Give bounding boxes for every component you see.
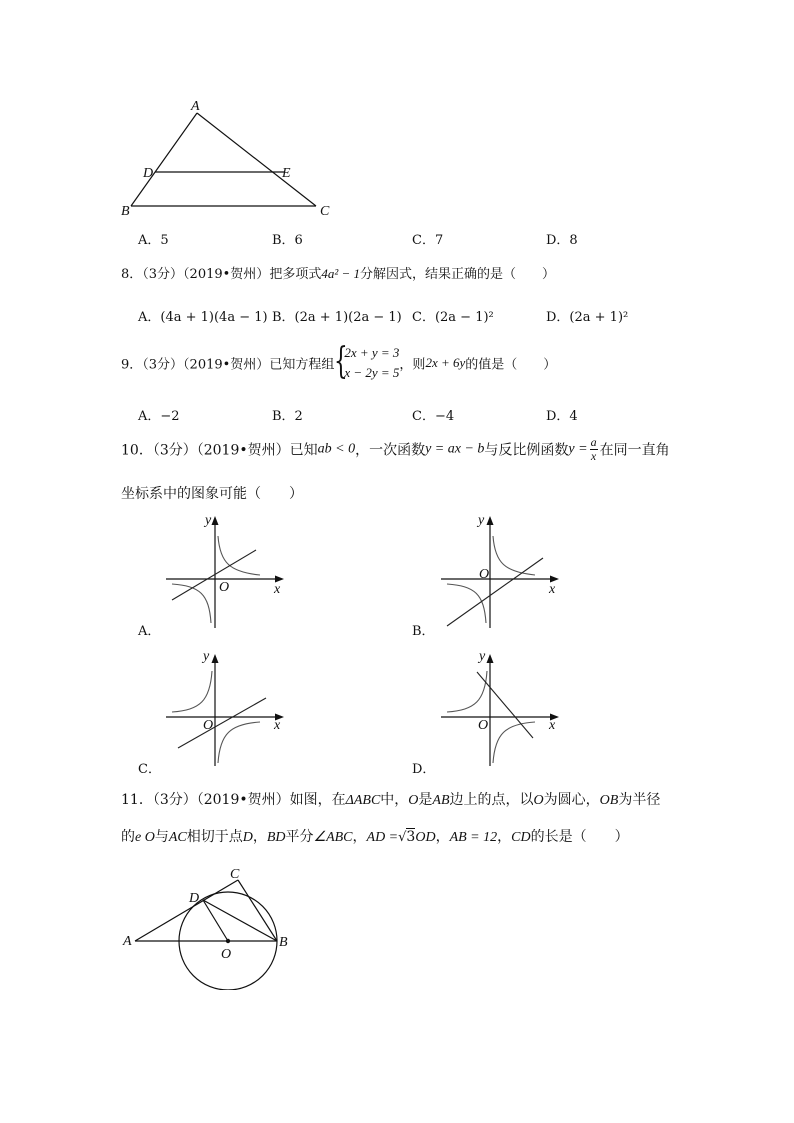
q10-graph-d	[435, 646, 565, 771]
q10-graph-b	[435, 508, 565, 633]
q11-label-a: A	[123, 934, 132, 949]
q9-source: （3分）（2019•贺州）	[142, 357, 270, 373]
q11-point-o-2: O	[533, 793, 544, 808]
q10-text-2: ，一次函数	[355, 442, 426, 459]
q7-label-e: E	[282, 166, 291, 181]
q10-d-x-label: x	[549, 718, 556, 733]
q11-stem	[121, 789, 660, 809]
q7-label-b: B	[121, 204, 130, 219]
q11-l2-text-4: ，	[252, 829, 267, 845]
q11-l2-text-8: ，	[497, 829, 512, 845]
q10-text-1: 已知	[289, 442, 318, 459]
q11-segment-ab: AB	[432, 793, 450, 808]
q9-text-after: 的值是（ ）	[465, 357, 557, 373]
q8-option-c[interactable]: C．(2a − 1)²	[412, 310, 494, 325]
q9-text-middle: ，则	[399, 357, 426, 373]
q11-l2-text-6: ，	[352, 829, 367, 845]
q8-option-d[interactable]: D．(2a + 1)²	[546, 310, 629, 325]
q10-text-4: 在同一直角	[599, 442, 670, 459]
q11-text-6: 为半径	[618, 792, 661, 808]
q10-c-origin-label: O	[203, 718, 214, 733]
q11-l2-text-7: ，	[435, 829, 450, 845]
q9-eq2: x − 2y = 5	[344, 365, 400, 380]
q11-segment-ac: AC	[168, 830, 187, 845]
q10-stem-line2: 坐标系中的图象可能（ ）	[121, 486, 303, 502]
q10-linear-function: y = ax − b	[425, 441, 485, 457]
q8-text-after: 分解因式，结果正确的是（ ）	[360, 267, 556, 282]
q10-option-b[interactable]: B．	[412, 624, 435, 639]
q11-sqrt-arg: 3	[406, 829, 416, 845]
q11-circle-figure	[115, 860, 315, 990]
q10-condition: ab < 0	[317, 441, 356, 457]
q10-option-c[interactable]: C．	[138, 762, 161, 777]
q8-stem	[121, 263, 555, 282]
q11-triangle: ΔABC	[345, 793, 381, 808]
q10-graph-a	[160, 508, 290, 633]
q8-number: 8．	[121, 267, 143, 282]
q11-segment-bd: BD	[266, 830, 286, 845]
q10-frac-numerator: a	[590, 435, 597, 449]
q9-number: 9．	[121, 357, 143, 373]
q11-text-5: 为圆心，	[543, 792, 600, 808]
q11-text-2: 中，	[380, 792, 409, 808]
q9-equation-system: { 2x + y = 3 x − 2y = 5	[334, 341, 400, 382]
q10-b-y-label: y	[478, 513, 485, 528]
q9-eq1: 2x + y = 3	[344, 345, 400, 360]
q7-option-d[interactable]: D．8	[546, 233, 578, 248]
q10-option-d[interactable]: D．	[412, 762, 436, 777]
q10-stem	[121, 436, 670, 463]
q11-segment-ob: OB	[599, 793, 619, 808]
q11-source: （3分）（2019•贺州）	[152, 792, 290, 808]
q11-point-d: D	[242, 830, 253, 845]
q8-option-a[interactable]: A．(4a + 1)(4a − 1)	[138, 310, 268, 325]
q11-label-c: C	[230, 867, 240, 882]
q10-y-equals: y =	[568, 441, 588, 457]
q11-point-o: O	[408, 793, 419, 808]
q11-ad-lhs: AD =	[366, 830, 399, 845]
q11-label-d: D	[189, 891, 200, 906]
q11-l2-text-5: 平分	[285, 829, 314, 845]
q9-text-before: 已知方程组	[269, 357, 335, 373]
q11-circle-o: e O	[135, 830, 155, 845]
q8-source: （3分）（2019•贺州）	[142, 267, 270, 282]
q10-option-a[interactable]: A．	[138, 624, 161, 639]
q11-text-1: 如图，在	[289, 792, 346, 808]
q10-a-x-label: x	[274, 582, 281, 597]
q11-label-o: O	[221, 947, 232, 962]
q10-c-y-label: y	[203, 649, 210, 664]
q10-fraction	[590, 436, 598, 463]
q9-option-a[interactable]: A．−2	[138, 409, 180, 424]
q11-ad-rhs: OD	[415, 830, 436, 845]
q10-number: 10．	[121, 442, 153, 459]
q9-stem	[121, 343, 556, 383]
q11-l2-text-1: 的	[121, 829, 135, 845]
q11-stem-line2: 的e O与AC相切于点D，BD平分∠ABC，AD =√3OD，AB = 12，CD的长是（ ）	[121, 829, 629, 845]
q7-label-d: D	[143, 166, 154, 181]
q7-label-a: A	[191, 99, 200, 114]
q8-option-b[interactable]: B．(2a + 1)(2a − 1)	[272, 310, 402, 325]
q9-option-d[interactable]: D．4	[546, 409, 578, 424]
q7-option-c[interactable]: C．7	[412, 233, 444, 248]
q11-segment-cd: CD	[511, 830, 531, 845]
q10-a-origin-label: O	[219, 580, 230, 595]
q10-d-y-label: y	[479, 649, 486, 664]
q10-text-3: 与反比例函数	[484, 442, 569, 459]
q11-text-3: 是	[418, 792, 433, 808]
q7-option-b[interactable]: B．6	[272, 233, 303, 248]
q10-frac-denominator: x	[590, 449, 597, 463]
q9-option-c[interactable]: C．−4	[412, 409, 455, 424]
q9-expr: 2x + 6y	[425, 355, 466, 370]
q11-label-b: B	[279, 935, 288, 950]
q7-triangle-figure	[115, 95, 340, 225]
q11-text-4: 边上的点，以	[449, 792, 534, 808]
q7-option-a[interactable]: A．5	[138, 233, 169, 248]
q10-a-y-label: y	[205, 513, 212, 528]
q10-b-x-label: x	[549, 582, 556, 597]
q10-d-origin-label: O	[478, 718, 489, 733]
q8-text-before: 把多项式	[269, 267, 322, 282]
q10-graph-c	[160, 646, 290, 771]
q11-ab-equation: AB = 12	[449, 830, 498, 845]
q9-option-b[interactable]: B．2	[272, 409, 303, 424]
q7-label-c: C	[320, 204, 330, 219]
q11-angle-abc: ∠ABC	[313, 830, 353, 845]
q10-c-x-label: x	[274, 718, 281, 733]
q8-expr: 4a² − 1	[321, 266, 360, 281]
q11-l2-text-3: 相切于点	[186, 829, 243, 845]
q11-number: 11．	[121, 792, 153, 808]
q10-source: （3分）（2019•贺州）	[152, 442, 290, 459]
q10-b-origin-label: O	[479, 567, 490, 582]
q11-l2-text-2: 与	[154, 829, 169, 845]
q11-l2-text-9: 的长是（ ）	[530, 829, 629, 845]
